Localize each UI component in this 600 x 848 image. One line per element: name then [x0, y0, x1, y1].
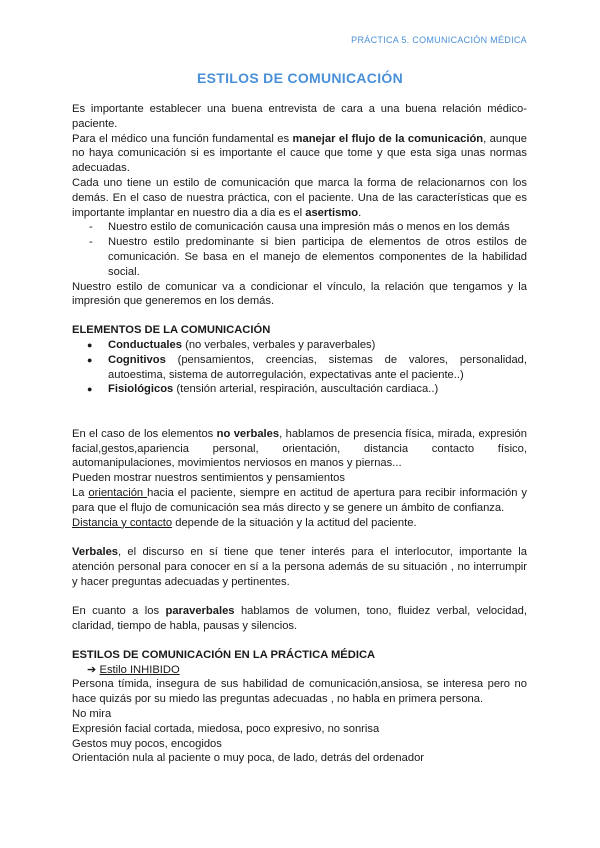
estilo-line: Orientación nula al paciente o muy poca, de lado, detrás del ordenador [72, 752, 425, 765]
text-run: En cuanto a los [72, 605, 166, 618]
text-run: Cada uno tiene un estilo de comunicación que marca la forma de relacionarnos con los demás. En el caso de nuestra práctica, con el paciente. Una de las características que es importante implantar en nuestro dia a dia es el [72, 176, 527, 219]
intro-paragraph-4: Nuestro estilo de comunicar va a condicionar el vínculo, la relación que tengamos y la impresión que generemos en los demás. [72, 280, 527, 308]
section-heading-elementos: ELEMENTOS DE LA COMUNICACIÓN [72, 324, 271, 337]
text-run: (pensamientos, creencias, sistemas de valores, personalidad, autoestima, sistema de autorregulación, expectativas ante el paciente..) [108, 353, 527, 381]
running-header: PRÁCTICA 5. COMUNICACIÓN MÉDICA [351, 35, 527, 45]
bullet-list [72, 338, 527, 397]
intro-paragraph-3 [72, 176, 527, 220]
text-run: La [72, 486, 89, 499]
subheading-estilo-inhibido [72, 663, 527, 678]
estilo-line: Persona tímida, insegura de sus habilidad de comunicación,ansiosa, se interesa pero no hace quizás por su miedo las preguntas adecuadas , no habla en primera persona. [72, 678, 527, 706]
bold-run: Fisiológicos [108, 383, 174, 396]
page-title: ESTILOS DE COMUNICACIÓN [196, 70, 404, 86]
arrow-icon: ➔ [87, 663, 97, 676]
dash-list-item: - Nuestro estilo de comunicación causa una impresión más o menos en los demás [72, 220, 527, 235]
text-run: Para el médico una función fundamental es [72, 132, 293, 145]
intro-paragraph-2 [72, 132, 527, 176]
text-run: , el discurso en sí tiene que tener interés para el interlocutor, importante la atención personal para conocer en sí a la persona además de su situación , no interrumpir y hacer preguntas adecuadas y pertinentes. [72, 546, 527, 588]
bullet-list-item [72, 353, 527, 383]
document-body [72, 102, 527, 766]
intro-paragraph-1: Es importante establecer una buena entrevista de cara a una buena relación médico-paciente. [72, 103, 527, 130]
verbales-paragraph [72, 545, 527, 589]
bold-run: Verbales [72, 546, 119, 559]
estilo-line: Gestos muy pocos, encogidos [72, 737, 222, 750]
dash-list-item: - Nuestro estilo predominante si bien participa de elementos de otros estilos de comunicación. Se basa en el manejo de elementos componentes de la habilidad social. [72, 235, 527, 279]
distancia-paragraph [72, 516, 527, 531]
bullet-list-item [72, 338, 527, 353]
text-run: hacia el paciente, siempre en actitud de apertura para recibir información y para que el flujo de comunicación sea más directo y se genere un ámbito de confianza. [72, 486, 527, 514]
estilo-line: Expresión facial cortada, miedosa, poco expresivo, no sonrisa [72, 722, 380, 735]
bullet-list-item [72, 382, 527, 397]
bold-run: paraverbales [165, 605, 235, 618]
text-run: depende de la situación y la actitud del paciente. [172, 516, 417, 529]
dash-list [72, 220, 527, 279]
text-run: (tensión arterial, respiración, auscultación cardiaca..) [173, 383, 439, 396]
text-run: . [358, 206, 362, 219]
underlined-run: Distancia y contacto [72, 516, 173, 529]
bold-run: Conductuales [108, 338, 182, 351]
text-run: hablamos de volumen, tono, fluidez verbal, velocidad, claridad, tiempo de habla, pausas y silencios. [72, 605, 527, 633]
bold-run: Cognitivos [108, 353, 166, 366]
text-run: , aunque no haya comunicación si es importante el cauce que tome y que esta siga unas normas adecuadas. [72, 132, 527, 175]
orientacion-paragraph [72, 486, 527, 516]
estilo-line: No mira [72, 708, 112, 721]
bold-run: asertismo [305, 206, 359, 219]
underlined-run: Estilo INHIBIDO [99, 663, 180, 676]
text-run: (no verbales, verbales y paraverbales) [181, 338, 376, 351]
no-verbales-line: Pueden mostrar nuestros sentimientos y pensamientos [72, 472, 345, 485]
section-heading-estilos: ESTILOS DE COMUNICACIÓN EN LA PRÁCTICA MÉDICA [72, 648, 376, 661]
no-verbales-paragraph [72, 427, 527, 471]
underlined-run: orientación [88, 486, 148, 499]
bold-run: no verbales [216, 427, 280, 440]
text-run: En el caso de los elementos [72, 427, 217, 440]
paraverbales-paragraph [72, 604, 527, 634]
bold-run: manejar el flujo de la comunicación [292, 132, 484, 145]
text-run: , hablamos de presencia física, mirada, expresión facial,gestos,apariencia personal, orientación, distancia contacto físico, automanipulaciones, movimientos nerviosos en manos y piernas... [72, 427, 527, 470]
